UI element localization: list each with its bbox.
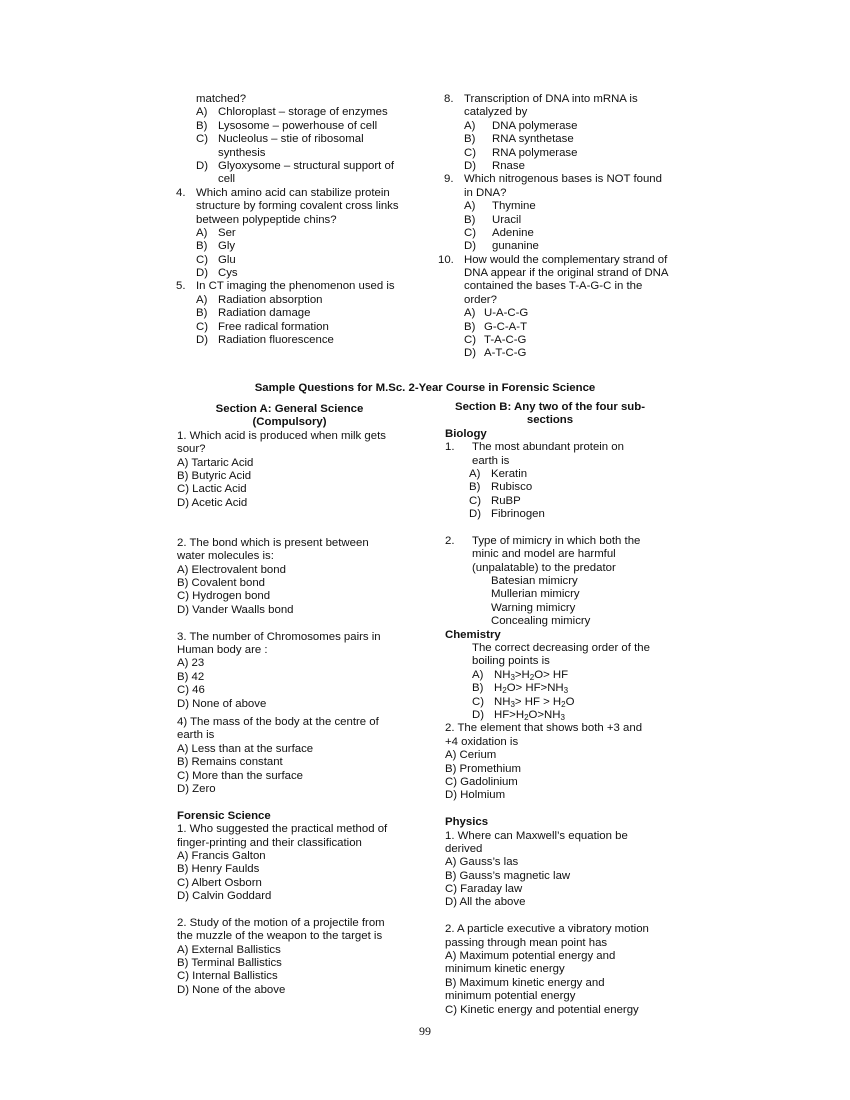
option: C) Free radical formation bbox=[196, 320, 329, 333]
option: D) Fibrinogen bbox=[469, 508, 545, 521]
question-c1: The correct decreasing order of the boiling points is A) $NH_3>H_2O>$ HF B) $H_2O> HF>NH_3$ C) $NH_3>$ HF > $H_2O$ D) $HF>H_2O>NH_3$ bbox=[445, 642, 695, 722]
question-4: 4. Which amino acid can stabilize protein structure by forming covalent cross links between polypeptide chins? A) Ser B) Gly C) Glu D) Cys bbox=[176, 187, 416, 281]
option: C) T-A-C-G bbox=[464, 334, 527, 347]
option: A) Keratin bbox=[469, 467, 528, 480]
option: C) $NH_3>$ HF > $H_2O$ bbox=[472, 695, 575, 709]
option: B) Radiation damage bbox=[196, 307, 311, 320]
question-9: 9. Which nitrogenous bases is NOT found in DNA? A) Thymine B) Uracil C) Adenine D) gunanine bbox=[444, 173, 694, 253]
question-a1: 1. Which acid is produced when milk gets sour? A) Tartaric Acid B) Butyric Acid C) Lactic Acid D) Acetic Acid bbox=[177, 429, 386, 509]
top-right-column bbox=[438, 93, 694, 361]
biology-title: Biology bbox=[445, 427, 487, 440]
question-p1: 1. Where can Maxwell’s equation be derived A) Gauss’s las B) Gauss’s magnetic law C) Faraday law D) All the above bbox=[445, 829, 628, 909]
forensic-science-title: Forensic Science bbox=[177, 809, 271, 822]
option-continued: cell bbox=[218, 173, 236, 186]
physics-title: Physics bbox=[445, 816, 489, 829]
option: D) Glyoxysome – structural support of bbox=[196, 159, 394, 172]
option: A) Radiation absorption bbox=[196, 293, 323, 306]
question-8: 8. Transcription of DNA into mRNA is catalyzed by A) DNA polymerase B) RNA synthetase C) RNA polymerase D) Rnase bbox=[444, 93, 694, 173]
option: B) RNA synthetase bbox=[464, 133, 574, 146]
question-5: 5. In CT imaging the phenomenon used is A) Radiation absorption B) Radiation damage C) Free radical formation D) Radiation fluorescence bbox=[176, 280, 416, 347]
option: D) $HF>H_2O>NH_3$ bbox=[472, 708, 565, 722]
section-a-subtitle: (Compulsory) bbox=[252, 416, 327, 429]
question-b2: 2. Type of mimicry in which both the minic and model are harmful (unpalatable) to the predator Batesian mimicry Mullerian mimicry Warning mimicry Concealing mimicry bbox=[445, 534, 641, 628]
option: B) Lysosome – powerhouse of cell bbox=[196, 119, 378, 132]
section-b-title: Section B: Any two of the four sub- bbox=[454, 401, 646, 413]
top-left-column bbox=[176, 93, 416, 347]
option: D) Cys bbox=[196, 267, 238, 280]
question-3-options bbox=[176, 106, 416, 186]
question-f2: 2. Study of the motion of a projectile from the muzzle of the weapon to the target is A) External Ballistics B) Terminal Ballistics C) Internal Ballistics D) None of the above bbox=[177, 916, 385, 996]
option: B) $H_2O> HF>NH_3$ bbox=[472, 682, 569, 696]
page-heading: Sample Questions for M.Sc. 2-Year Course in Forensic Science bbox=[254, 382, 596, 394]
question-f1: 1. Who suggested the practical method of finger-printing and their classification A) Francis Galton B) Henry Faulds C) Albert Osborn D) Calvin Goddard bbox=[177, 823, 388, 903]
option: A) Ser bbox=[196, 226, 236, 239]
option-continued: synthesis bbox=[218, 146, 266, 159]
option: C) RuBP bbox=[469, 494, 521, 507]
option: D) gunanine bbox=[464, 240, 539, 253]
option: D) Radiation fluorescence bbox=[196, 334, 334, 347]
option: C) RNA polymerase bbox=[464, 146, 578, 159]
option: A) Chloroplast – storage of enzymes bbox=[196, 106, 388, 119]
page-number: 99 bbox=[419, 1024, 431, 1038]
option: A) Thymine bbox=[464, 200, 536, 213]
option: B) Gly bbox=[196, 240, 236, 253]
question-a3: 3. The number of Chromosomes pairs in Human body are : A) 23 B) 42 C) 46 D) None of above bbox=[177, 630, 381, 710]
question-3-tail: matched? bbox=[196, 93, 247, 105]
option: B) Rubisco bbox=[469, 481, 533, 494]
chemistry-title: Chemistry bbox=[445, 628, 501, 641]
question-a2: 2. The bond which is present between water molecules is: A) Electrovalent bond B) Covalent bond C) Hydrogen bond D) Vander Waalls bond bbox=[177, 536, 369, 616]
section-b-column bbox=[445, 401, 695, 1017]
question-a4: 4) The mass of the body at the centre of earth is A) Less than at the surface B) Remains constant C) More than the surface D) Zero bbox=[177, 715, 379, 795]
option: C) Glu bbox=[196, 253, 236, 266]
option: C) Adenine bbox=[464, 226, 534, 239]
option: B) Uracil bbox=[464, 213, 522, 226]
option: A) DNA polymerase bbox=[464, 119, 578, 132]
question-b1: 1. The most abundant protein on earth is A) Keratin B) Rubisco C) RuBP D) Fibrinogen bbox=[445, 441, 695, 521]
option: C) Nucleolus – stie of ribosomal bbox=[196, 133, 364, 146]
option: D) Rnase bbox=[464, 159, 525, 172]
section-a-title: Section A: General Science bbox=[215, 403, 364, 415]
question-10: 10. How would the complementary strand of DNA appear if the original strand of DNA contained the bases T-A-G-C in the order? A) U-A-C-G B) G-C-A-T C) T-A-C-G D) A-T-C-G bbox=[438, 254, 694, 361]
option: A) U-A-C-G bbox=[464, 307, 529, 320]
question-c2: 2. The element that shows both +3 and +4 oxidation is A) Cerium B) Promethium C) Gadolinium D) Holmium bbox=[445, 722, 643, 802]
option: B) G-C-A-T bbox=[464, 320, 528, 333]
question-p2: 2. A particle executive a vibratory motion passing through mean point has A) Maximum potential energy and minimum kinetic energy B) Maximum kinetic energy and minimum potential energy C) Kinetic energy and potential energy bbox=[445, 923, 649, 1016]
section-a-column bbox=[177, 403, 422, 997]
section-b-subtitle: sections bbox=[526, 414, 574, 427]
option: D) A-T-C-G bbox=[464, 347, 527, 360]
option: A) $NH_3>H_2O>$ HF bbox=[472, 668, 569, 682]
